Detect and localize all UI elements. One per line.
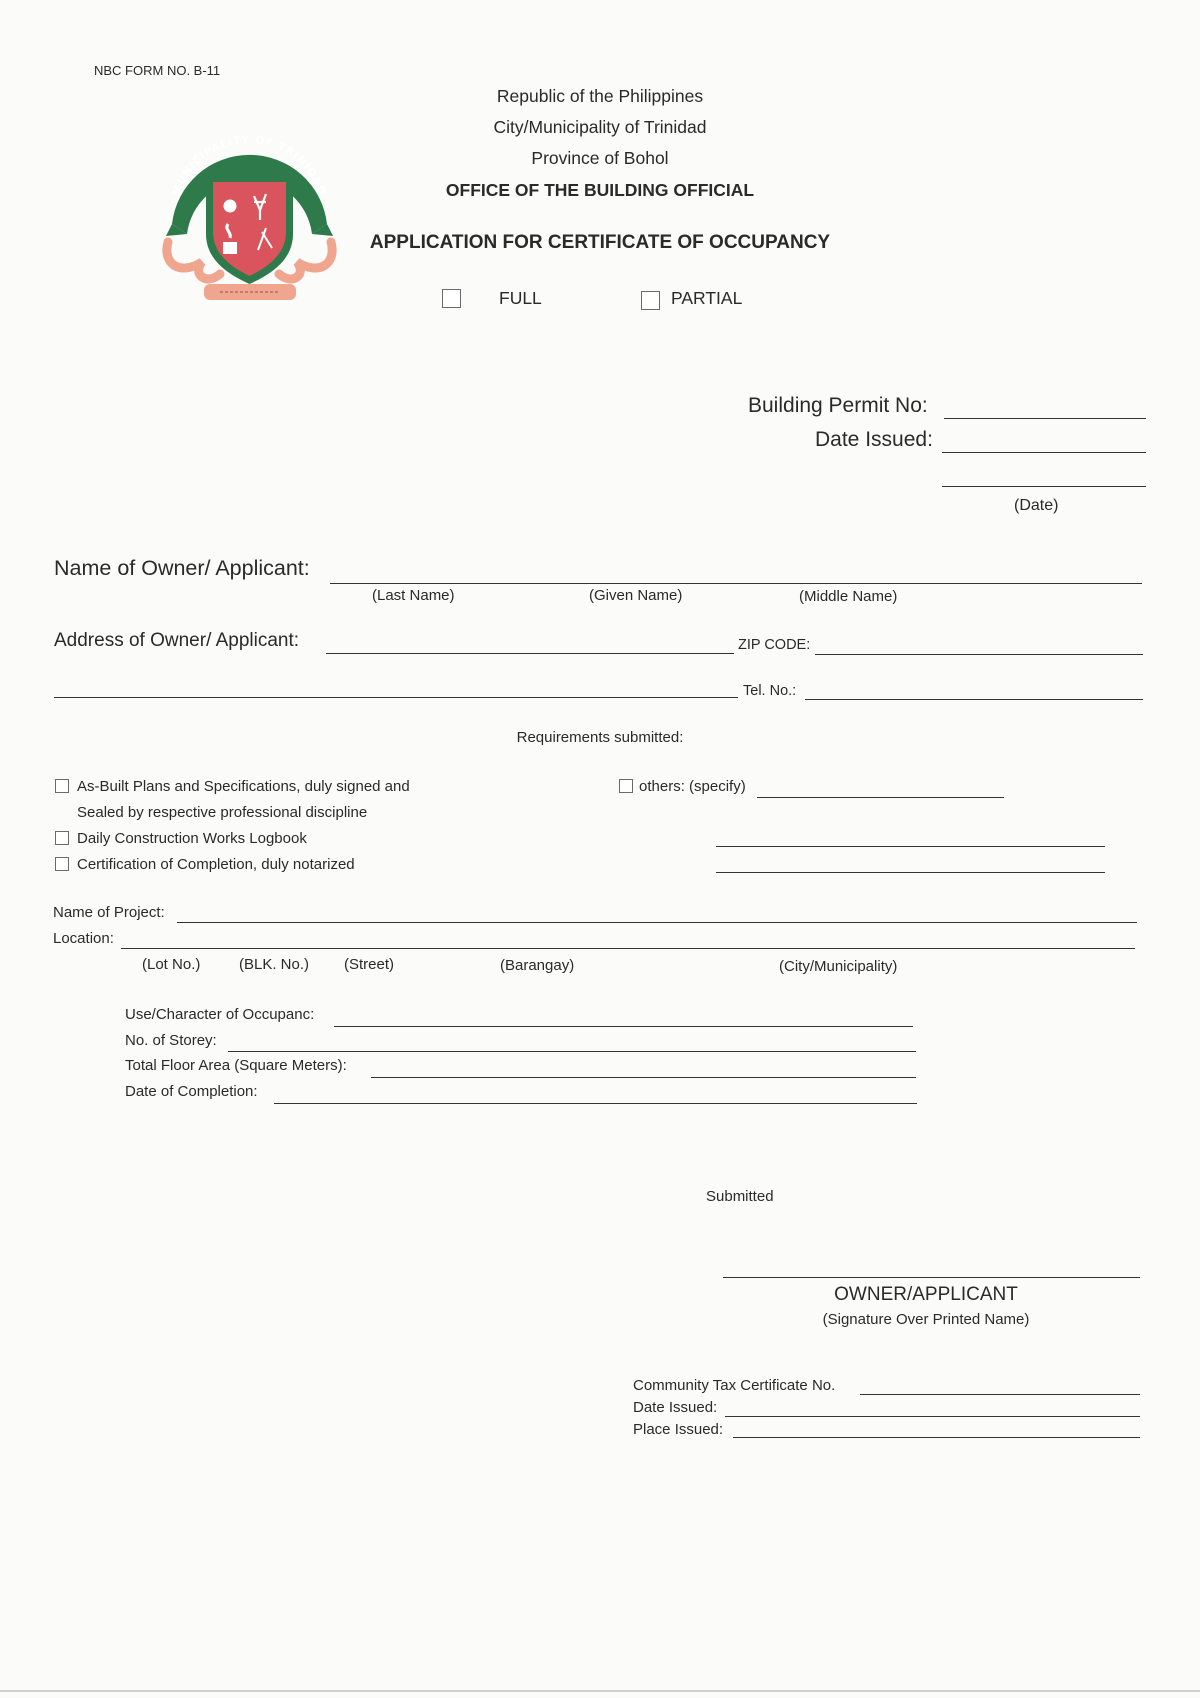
partial-checkbox[interactable] bbox=[641, 291, 660, 310]
tel-no-label: Tel. No.: bbox=[743, 683, 797, 699]
storey-label: No. of Storey: bbox=[125, 1032, 217, 1049]
seal-ring-text: MUNICIPALITY OF TRINIDAD bbox=[170, 133, 328, 198]
certification-checkbox[interactable] bbox=[55, 857, 69, 871]
date-issued-field[interactable] bbox=[942, 452, 1146, 453]
header-municipality: City/Municipality of Trinidad bbox=[493, 117, 707, 137]
building-permit-label: Building Permit No: bbox=[748, 394, 928, 417]
zip-code-label: ZIP CODE: bbox=[738, 637, 811, 653]
header-republic: Republic of the Philippines bbox=[496, 86, 704, 106]
zip-code-field[interactable] bbox=[815, 654, 1143, 655]
owner-address-label: Address of Owner/ Applicant: bbox=[54, 630, 300, 651]
ctc-place-label: Place Issued: bbox=[633, 1421, 724, 1438]
tel-no-field[interactable] bbox=[805, 699, 1143, 700]
location-label: Location: bbox=[53, 930, 114, 947]
ctc-number-label: Community Tax Certificate No. bbox=[633, 1377, 836, 1394]
logbook-checkbox[interactable] bbox=[55, 831, 69, 845]
submitted-label: Submitted bbox=[706, 1188, 774, 1205]
completion-date-field[interactable] bbox=[274, 1103, 917, 1104]
form-title: APPLICATION FOR CERTIFICATE OF OCCUPANCY bbox=[369, 232, 831, 253]
use-character-label: Use/Character of Occupanc: bbox=[125, 1006, 315, 1023]
others-field-3[interactable] bbox=[716, 872, 1105, 873]
date-issued-label: Date Issued: bbox=[815, 428, 933, 451]
ctc-number-field[interactable] bbox=[860, 1394, 1140, 1395]
barangay-caption: (Barangay) bbox=[500, 957, 575, 974]
owner-name-label: Name of Owner/ Applicant: bbox=[54, 556, 310, 580]
blk-no-caption: (BLK. No.) bbox=[239, 956, 310, 973]
given-name-caption: (Given Name) bbox=[589, 587, 683, 604]
page-edge bbox=[0, 1690, 1200, 1692]
header-province: Province of Bohol bbox=[531, 148, 669, 168]
last-name-caption: (Last Name) bbox=[372, 587, 455, 604]
owner-applicant-label: OWNER/APPLICANT bbox=[834, 1284, 1018, 1305]
ctc-place-field[interactable] bbox=[733, 1437, 1140, 1438]
storey-field[interactable] bbox=[228, 1051, 916, 1052]
logbook-label: Daily Construction Works Logbook bbox=[77, 830, 307, 847]
partial-label: PARTIAL bbox=[671, 288, 743, 308]
owner-address-field[interactable] bbox=[326, 653, 734, 654]
project-name-field[interactable] bbox=[177, 922, 1137, 923]
owner-name-field[interactable] bbox=[330, 583, 1142, 584]
form-number: NBC FORM NO. B-11 bbox=[94, 63, 221, 78]
others-label: others: (specify) bbox=[639, 778, 746, 795]
header-office: OFFICE OF THE BUILDING OFFICIAL bbox=[445, 180, 755, 200]
owner-address-field-2[interactable] bbox=[54, 697, 738, 698]
municipal-seal-icon bbox=[162, 124, 337, 310]
middle-name-caption: (Middle Name) bbox=[799, 588, 898, 605]
street-caption: (Street) bbox=[344, 956, 395, 973]
date-field[interactable] bbox=[942, 486, 1146, 487]
building-permit-field[interactable] bbox=[944, 418, 1146, 419]
full-label: FULL bbox=[499, 288, 542, 308]
completion-date-label: Date of Completion: bbox=[125, 1083, 258, 1100]
others-field[interactable] bbox=[757, 797, 1004, 798]
date-caption: (Date) bbox=[1014, 497, 1059, 514]
as-built-plans-label: As-Built Plans and Specifications, duly signed and bbox=[77, 778, 410, 795]
as-built-plans-label-2: Sealed by respective professional discipline bbox=[77, 804, 368, 821]
city-caption: (City/Municipality) bbox=[779, 958, 898, 975]
lot-no-caption: (Lot No.) bbox=[142, 956, 201, 973]
floor-area-label: Total Floor Area (Square Meters): bbox=[125, 1057, 347, 1074]
floor-area-field[interactable] bbox=[371, 1077, 916, 1078]
requirements-heading: Requirements submitted: bbox=[516, 729, 684, 746]
signature-caption: (Signature Over Printed Name) bbox=[822, 1311, 1030, 1328]
ctc-date-field[interactable] bbox=[725, 1416, 1140, 1417]
as-built-plans-checkbox[interactable] bbox=[55, 779, 69, 793]
signature-field[interactable] bbox=[723, 1277, 1140, 1278]
certification-label: Certification of Completion, duly notarized bbox=[77, 856, 355, 873]
ctc-date-label: Date Issued: bbox=[633, 1399, 718, 1416]
location-field[interactable] bbox=[121, 948, 1135, 949]
use-character-field[interactable] bbox=[334, 1026, 913, 1027]
others-checkbox[interactable] bbox=[619, 779, 633, 793]
full-checkbox[interactable] bbox=[442, 289, 461, 308]
others-field-2[interactable] bbox=[716, 846, 1105, 847]
project-name-label: Name of Project: bbox=[53, 904, 165, 921]
